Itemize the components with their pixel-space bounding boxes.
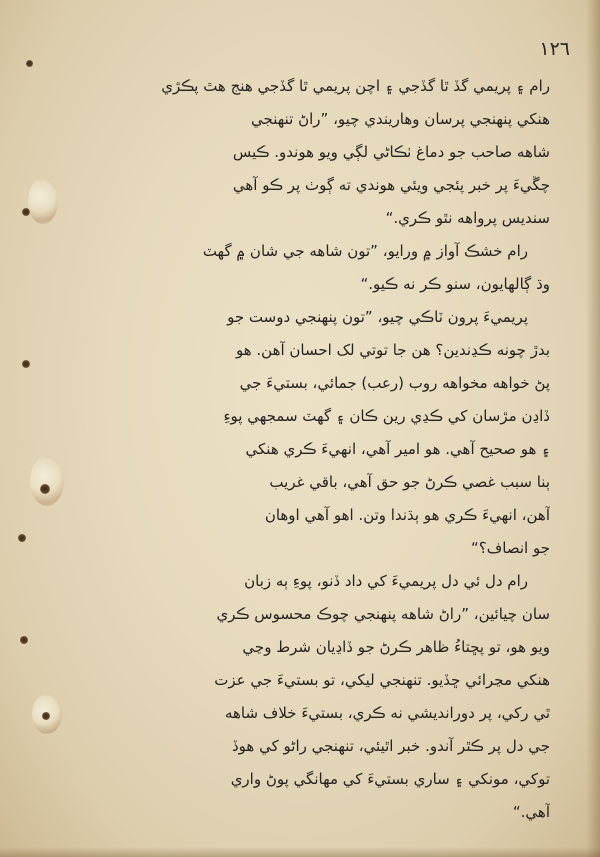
text-line: سنديس پرواهه نٿو ڪري.“ — [385, 209, 550, 227]
page-edge-shadow — [586, 0, 600, 857]
text-line: جي دل پر ڪٿر آندو. خبر اٿيئي، تنهنجي راڻو کي هوڏ — [232, 737, 550, 755]
text-line: پريميءَ پرون ٽاڪي چيو، ”تون پنهنجي دوست جو — [227, 308, 528, 326]
text-line: چڱيءَ پر خبر پئجي ويئي هوندي ته ڳوٺ پر ڪو آهي — [232, 176, 550, 194]
body-text — [80, 70, 550, 829]
text-line: ويو هو، تو پڇتاءُ ظاهر ڪرڻ جو ڏاڍيان شرط وڃي — [242, 638, 550, 656]
text-line: آهن، انهيءَ ڪري هو ٻڌندا وتن. اهو آهي اوهان — [264, 506, 550, 524]
text-line: ٻنا سبب غصي ڪرڻ جو حق آهي، باقي غريب — [269, 473, 550, 491]
binding-hole — [22, 360, 30, 368]
text-line: سان چيائين، ”راڻ شاهه پنهنجي چوڪ محسوس ڪري — [216, 605, 550, 623]
binding-hole — [42, 712, 50, 720]
binding-dent — [28, 178, 58, 224]
text-line: رام خشڪ آواز ۾ ورايو، ”تون شاهه جي شان ۾ گهٽ — [202, 242, 528, 260]
text-line: ۽ هو صحيح آهي. هو امير آهي، انهيءَ ڪري هنکي — [245, 440, 550, 458]
text-line: پڻ خواهه مخواهه روب (رعب) جمائي، بستيءَ جي — [239, 374, 550, 392]
paragraph — [80, 301, 550, 565]
binding-hole — [26, 60, 33, 67]
paragraph — [80, 565, 550, 829]
text-line: هنکي مڃرائي ڇڏيو. تنهنجي ليکي، تو بستيءَ جي عزت — [214, 671, 550, 689]
binding-dent — [30, 456, 64, 506]
text-line: بدڙ چونه ڪڍندين؟ هن جا توتي لک احسان آهن. هو — [235, 341, 550, 359]
text-line: آهي.“ — [512, 803, 550, 821]
text-line: رام دل ئي دل پريميءَ کي داد ڏنو، پوءِ ٻه زبان — [244, 572, 528, 590]
text-line: شاهه صاحب جو دماغ ٺڪاڻي لڳي ويو هوندو. ڪيس — [232, 143, 550, 161]
page-edge-shadow — [0, 847, 600, 857]
binding-hole — [40, 484, 50, 494]
text-line: ٿي رکي، پر دورانديشي نه ڪري، بستيءَ خلاف شاهه — [224, 704, 550, 722]
paragraph — [80, 235, 550, 301]
page-number: ١٢٦ — [539, 38, 570, 60]
paragraph — [80, 70, 550, 235]
text-line: وڌ ڳالهايون، سنو ڪر نه ڪيو.“ — [360, 275, 550, 293]
text-line: ڏاڍن مڙسان کي ڪڍي رين ڪان ۽ گهٽ سمجهي پوءِ — [223, 407, 550, 425]
binding-hole — [18, 534, 26, 542]
text-line: جو انصاف؟“ — [471, 539, 550, 557]
text-line: رام ۽ پريمي گڏ ٿا گڏجي ۽ اچن پريمي ٿا گڏجي هنج هٿ پڪڙي — [161, 77, 550, 95]
text-line: توکي، مونکي ۽ ساري بستيءَ کي مهانگي پوڻ واري — [230, 770, 550, 788]
binding-hole — [20, 636, 28, 644]
text-line: هنکي پنهنجي پرسان وهاريندي چيو، ”راڻ تنهنجي — [251, 110, 550, 128]
